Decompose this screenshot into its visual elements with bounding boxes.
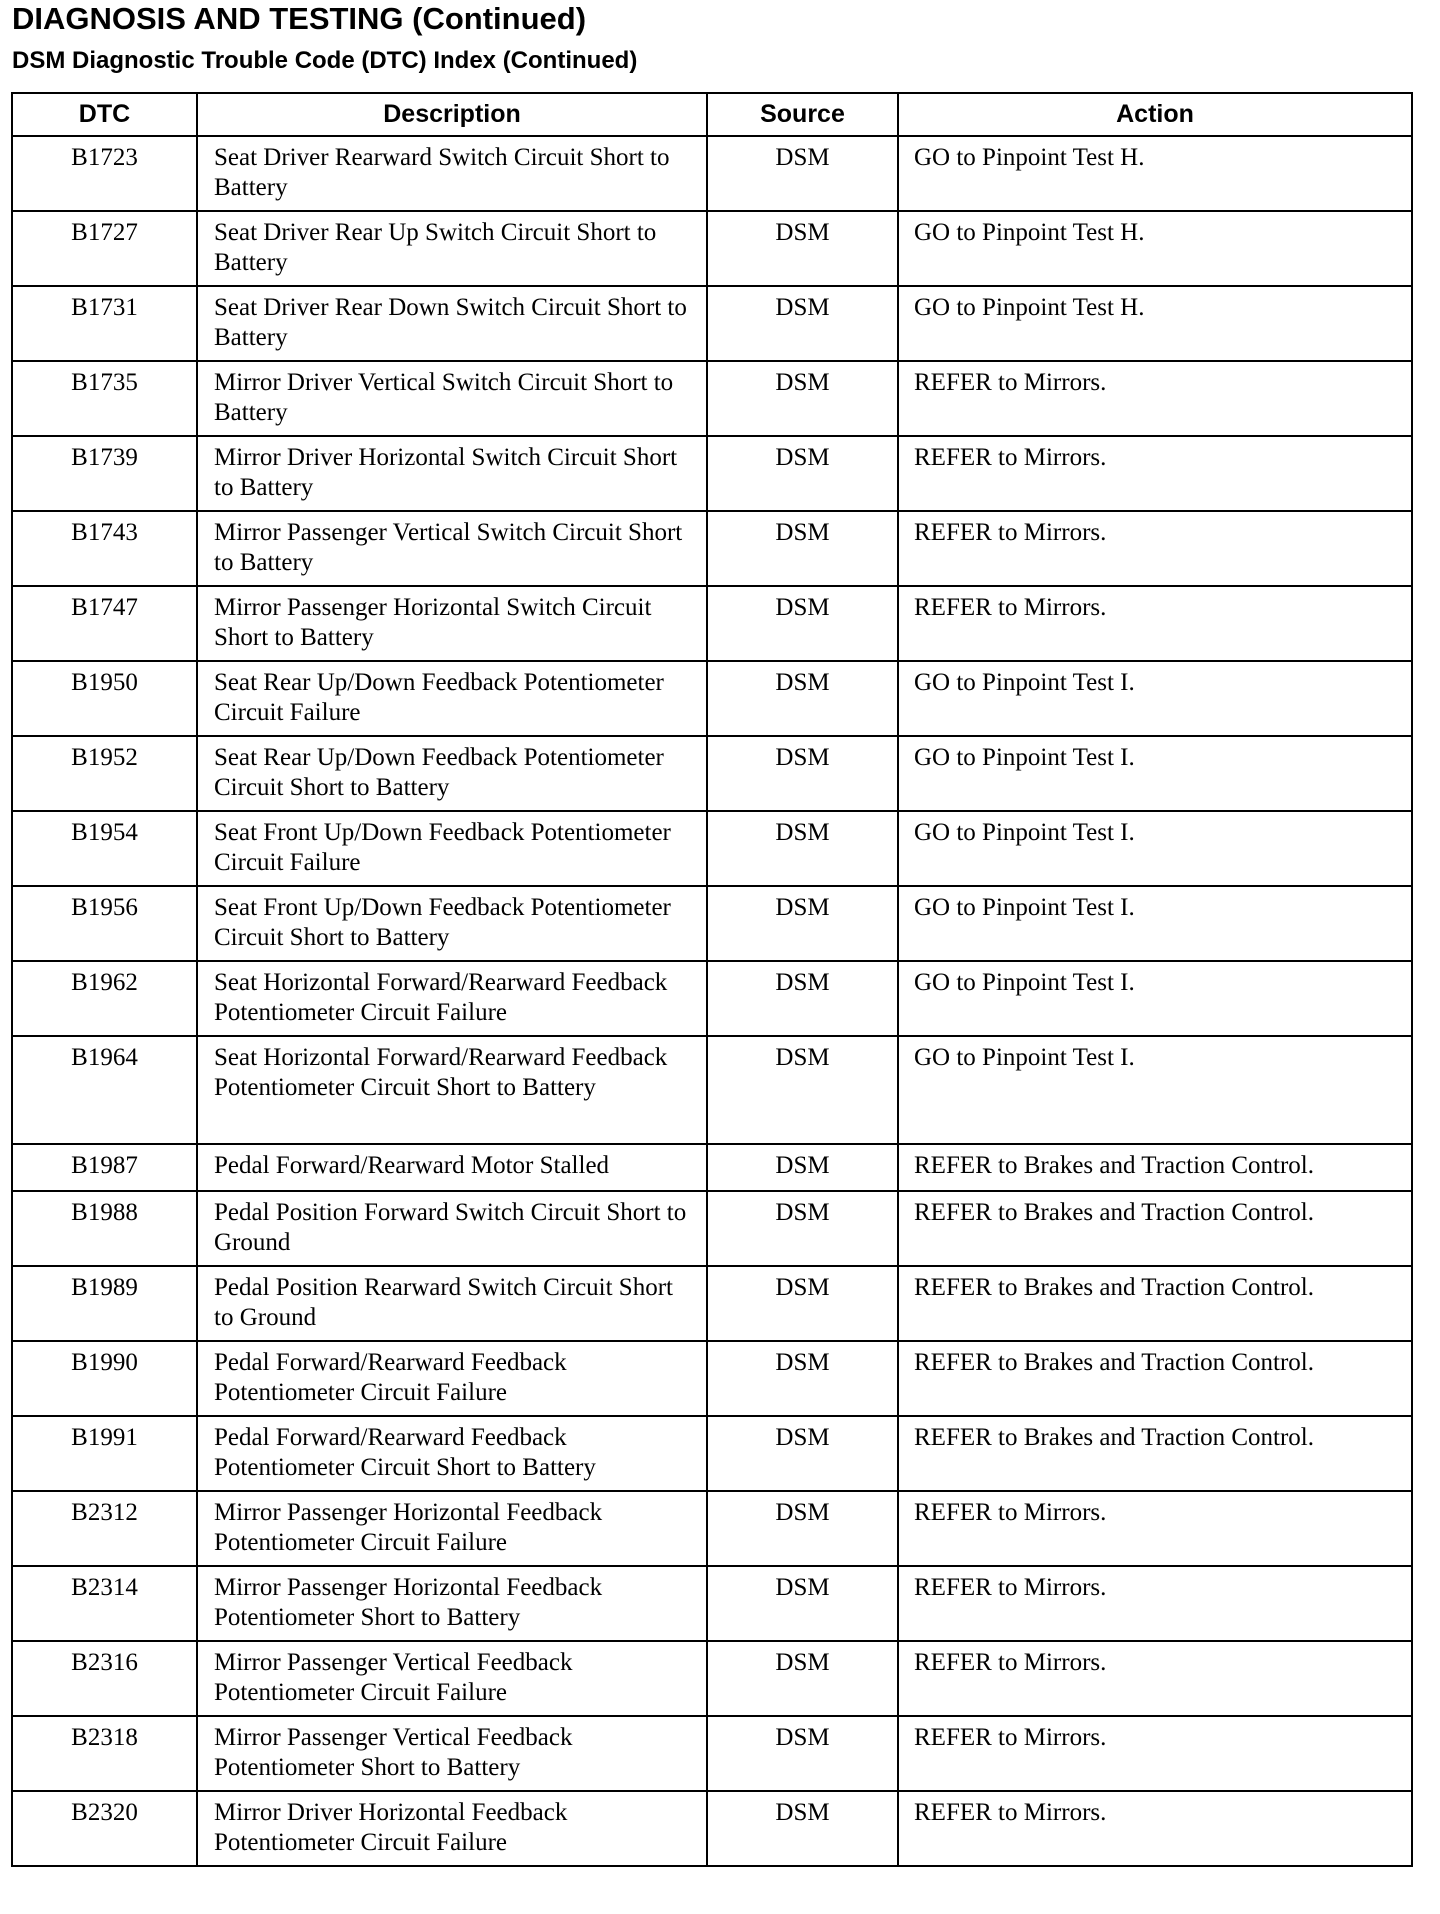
table-row — [12, 1036, 1412, 1144]
table-row — [12, 136, 1412, 211]
dtc-action: REFER to Mirrors. — [898, 511, 1412, 586]
dtc-source: DSM — [707, 586, 898, 661]
table-header-row — [12, 93, 1412, 136]
dtc-action: REFER to Mirrors. — [898, 436, 1412, 511]
dtc-code: B1735 — [12, 361, 197, 436]
table-row — [12, 1716, 1412, 1791]
dtc-action: GO to Pinpoint Test I. — [898, 886, 1412, 961]
column-header-source: Source — [707, 93, 898, 136]
table-row — [12, 886, 1412, 961]
dtc-action: REFER to Mirrors. — [898, 361, 1412, 436]
table-row — [12, 1791, 1412, 1866]
dtc-code: B1950 — [12, 661, 197, 736]
dtc-source: DSM — [707, 1266, 898, 1341]
dtc-description: Mirror Passenger Horizontal Feedback Potentiometer Short to Battery — [197, 1566, 707, 1641]
dtc-source: DSM — [707, 1341, 898, 1416]
dtc-action: GO to Pinpoint Test I. — [898, 811, 1412, 886]
dtc-code: B1964 — [12, 1036, 197, 1144]
dtc-action: GO to Pinpoint Test H. — [898, 286, 1412, 361]
table-row — [12, 1566, 1412, 1641]
dtc-description: Seat Driver Rearward Switch Circuit Short to Battery — [197, 136, 707, 211]
table-row — [12, 1641, 1412, 1716]
dtc-description: Seat Horizontal Forward/Rearward Feedback Potentiometer Circuit Short to Battery — [197, 1036, 707, 1144]
dtc-source: DSM — [707, 286, 898, 361]
dtc-description: Mirror Passenger Horizontal Feedback Potentiometer Circuit Failure — [197, 1491, 707, 1566]
dtc-code: B1731 — [12, 286, 197, 361]
dtc-source: DSM — [707, 136, 898, 211]
dtc-action: REFER to Brakes and Traction Control. — [898, 1341, 1412, 1416]
dtc-description: Seat Rear Up/Down Feedback Potentiometer Circuit Failure — [197, 661, 707, 736]
dtc-source: DSM — [707, 361, 898, 436]
column-header-dtc: DTC — [12, 93, 197, 136]
dtc-source: DSM — [707, 1641, 898, 1716]
dtc-source: DSM — [707, 661, 898, 736]
dtc-action: REFER to Mirrors. — [898, 1641, 1412, 1716]
dtc-source: DSM — [707, 211, 898, 286]
dtc-action: REFER to Mirrors. — [898, 1791, 1412, 1866]
dtc-code: B2316 — [12, 1641, 197, 1716]
dtc-code: B1954 — [12, 811, 197, 886]
page-heading: DIAGNOSIS AND TESTING (Continued) — [12, 1, 587, 36]
dtc-action: GO to Pinpoint Test I. — [898, 736, 1412, 811]
dtc-code: B2314 — [12, 1566, 197, 1641]
table-row — [12, 661, 1412, 736]
dtc-description: Pedal Forward/Rearward Motor Stalled — [197, 1144, 707, 1191]
dtc-source: DSM — [707, 1036, 898, 1144]
table-title: DSM Diagnostic Trouble Code (DTC) Index (Continued) — [12, 47, 638, 74]
table-row — [12, 811, 1412, 886]
dtc-index-table — [11, 92, 1413, 1867]
dtc-description: Seat Driver Rear Up Switch Circuit Short to Battery — [197, 211, 707, 286]
dtc-source: DSM — [707, 511, 898, 586]
dtc-source: DSM — [707, 1144, 898, 1191]
dtc-action: REFER to Brakes and Traction Control. — [898, 1266, 1412, 1341]
dtc-source: DSM — [707, 1191, 898, 1266]
dtc-source: DSM — [707, 1566, 898, 1641]
dtc-code: B1723 — [12, 136, 197, 211]
dtc-description: Pedal Forward/Rearward Feedback Potentiometer Circuit Failure — [197, 1341, 707, 1416]
dtc-action: REFER to Mirrors. — [898, 586, 1412, 661]
dtc-code: B1988 — [12, 1191, 197, 1266]
dtc-description: Pedal Position Forward Switch Circuit Short to Ground — [197, 1191, 707, 1266]
table-row — [12, 961, 1412, 1036]
dtc-code: B1727 — [12, 211, 197, 286]
dtc-code: B1739 — [12, 436, 197, 511]
table-row — [12, 1144, 1412, 1191]
dtc-source: DSM — [707, 811, 898, 886]
dtc-description: Mirror Driver Vertical Switch Circuit Short to Battery — [197, 361, 707, 436]
dtc-action: GO to Pinpoint Test I. — [898, 961, 1412, 1036]
dtc-code: B1962 — [12, 961, 197, 1036]
table-row — [12, 736, 1412, 811]
dtc-code: B1743 — [12, 511, 197, 586]
dtc-code: B2320 — [12, 1791, 197, 1866]
dtc-description: Seat Front Up/Down Feedback Potentiometer Circuit Short to Battery — [197, 886, 707, 961]
table-row — [12, 1266, 1412, 1341]
table-row — [12, 1341, 1412, 1416]
dtc-code: B2318 — [12, 1716, 197, 1791]
table-row — [12, 1191, 1412, 1266]
dtc-action: GO to Pinpoint Test I. — [898, 1036, 1412, 1144]
dtc-code: B2312 — [12, 1491, 197, 1566]
dtc-description: Mirror Passenger Horizontal Switch Circuit Short to Battery — [197, 586, 707, 661]
dtc-code: B1987 — [12, 1144, 197, 1191]
dtc-description: Seat Rear Up/Down Feedback Potentiometer Circuit Short to Battery — [197, 736, 707, 811]
dtc-description: Seat Front Up/Down Feedback Potentiometer Circuit Failure — [197, 811, 707, 886]
dtc-code: B1990 — [12, 1341, 197, 1416]
table-row — [12, 511, 1412, 586]
dtc-action: GO to Pinpoint Test H. — [898, 211, 1412, 286]
column-header-description: Description — [197, 93, 707, 136]
dtc-description: Mirror Passenger Vertical Feedback Potentiometer Circuit Failure — [197, 1641, 707, 1716]
dtc-description: Mirror Driver Horizontal Feedback Potentiometer Circuit Failure — [197, 1791, 707, 1866]
table-row — [12, 436, 1412, 511]
dtc-action: REFER to Mirrors. — [898, 1491, 1412, 1566]
table-row — [12, 1416, 1412, 1491]
table-row — [12, 361, 1412, 436]
table-row — [12, 286, 1412, 361]
dtc-action: REFER to Brakes and Traction Control. — [898, 1144, 1412, 1191]
dtc-description: Mirror Passenger Vertical Feedback Potentiometer Short to Battery — [197, 1716, 707, 1791]
dtc-source: DSM — [707, 886, 898, 961]
table-row — [12, 1491, 1412, 1566]
table-row — [12, 586, 1412, 661]
dtc-description: Mirror Passenger Vertical Switch Circuit Short to Battery — [197, 511, 707, 586]
dtc-description: Pedal Forward/Rearward Feedback Potentiometer Circuit Short to Battery — [197, 1416, 707, 1491]
dtc-code: B1956 — [12, 886, 197, 961]
dtc-source: DSM — [707, 961, 898, 1036]
dtc-action: REFER to Brakes and Traction Control. — [898, 1416, 1412, 1491]
dtc-code: B1991 — [12, 1416, 197, 1491]
dtc-description: Pedal Position Rearward Switch Circuit Short to Ground — [197, 1266, 707, 1341]
dtc-source: DSM — [707, 1491, 898, 1566]
dtc-action: REFER to Mirrors. — [898, 1566, 1412, 1641]
dtc-action: REFER to Brakes and Traction Control. — [898, 1191, 1412, 1266]
dtc-source: DSM — [707, 1416, 898, 1491]
dtc-code: B1952 — [12, 736, 197, 811]
dtc-source: DSM — [707, 436, 898, 511]
dtc-description: Seat Horizontal Forward/Rearward Feedback Potentiometer Circuit Failure — [197, 961, 707, 1036]
column-header-action: Action — [898, 93, 1412, 136]
dtc-code: B1989 — [12, 1266, 197, 1341]
dtc-source: DSM — [707, 1791, 898, 1866]
dtc-action: GO to Pinpoint Test H. — [898, 136, 1412, 211]
dtc-action: GO to Pinpoint Test I. — [898, 661, 1412, 736]
table-row — [12, 211, 1412, 286]
dtc-code: B1747 — [12, 586, 197, 661]
dtc-source: DSM — [707, 736, 898, 811]
dtc-source: DSM — [707, 1716, 898, 1791]
dtc-description: Seat Driver Rear Down Switch Circuit Short to Battery — [197, 286, 707, 361]
dtc-description: Mirror Driver Horizontal Switch Circuit Short to Battery — [197, 436, 707, 511]
dtc-action: REFER to Mirrors. — [898, 1716, 1412, 1791]
